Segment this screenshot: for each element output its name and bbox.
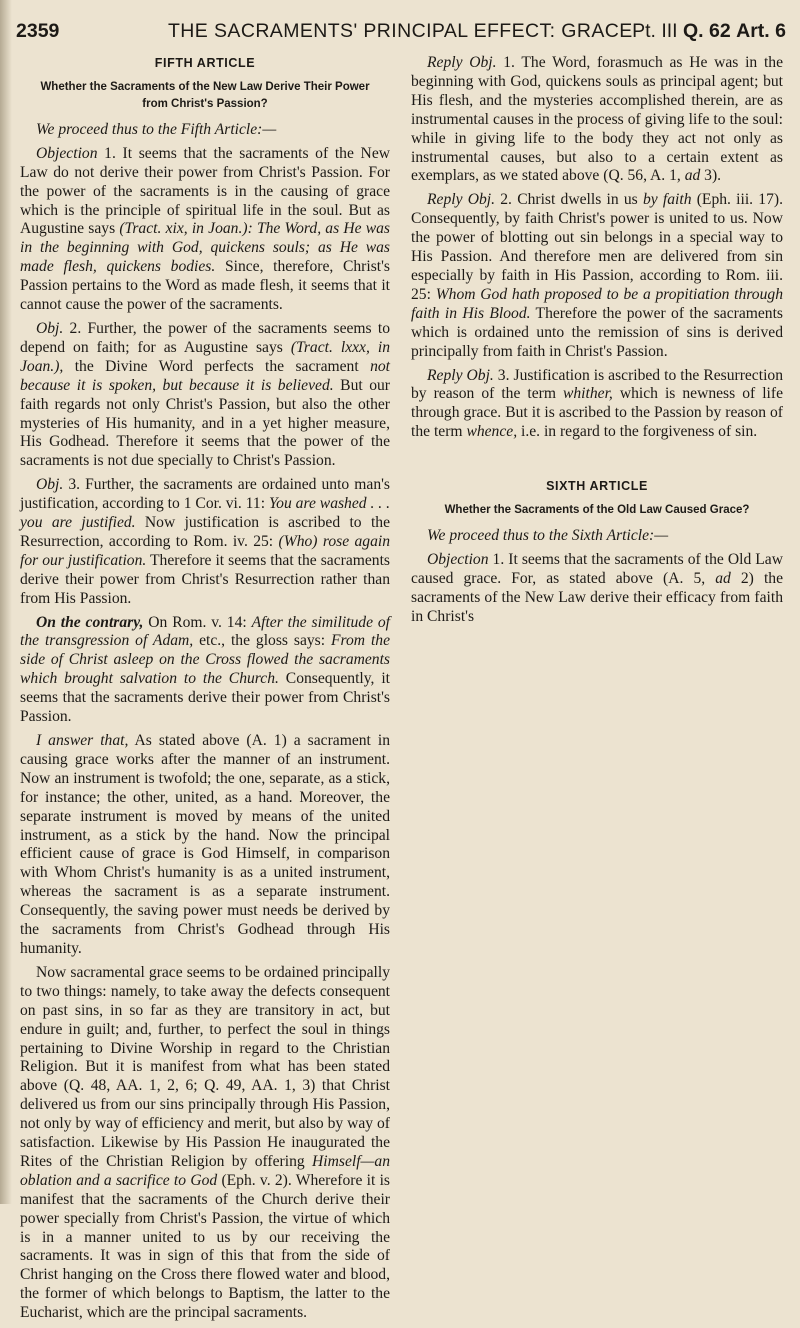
right-column	[411, 54, 783, 632]
header-title: THE SACRAMENTS' PRINCIPAL EFFECT: GRACE	[168, 20, 633, 42]
header-reference	[632, 20, 786, 43]
reply-objection-2: Reply Obj. 2. Christ dwells in us by faith (Eph. iii. 17). Consequently, by faith Christ's power is united to us. Now the power of blotting out sin belongs in a special way to His Passion. And therefore men are delivered from sin especially by faith in His Passion, according to Rom. iii. 25: Whom God hath proposed to be a propitiation through faith in His Blood. Therefore the power of the sacraments which is ordained unto the remission of sins is derived principally from faith in Christ's Passion.	[411, 191, 783, 360]
page-number: 2359	[16, 20, 60, 42]
sixth-article-question: Whether the Sacraments of the Old Law Caused Grace?	[444, 504, 750, 517]
part-label: Pt. III	[632, 20, 678, 42]
on-the-contrary: On the contrary, On Rom. v. 14: After the similitude of the transgression of Adam, etc., the gloss says: From the side of Christ asleep on the Cross flowed the sacraments which brought salvation to the Church. Consequently, it seems that the sacraments derive their power from Christ's Passion.	[20, 613, 391, 726]
sixth-article-heading: SIXTH ARTICLE	[546, 479, 648, 494]
fifth-article-intro: We proceed thus to the Fifth Article:—	[36, 120, 277, 138]
left-column	[20, 54, 390, 1328]
reply-objection-1: Reply Obj. 1. The Word, forasmuch as He was in the beginning with God, quickens souls as principal agent; but His flesh, and the mysteries accomplished therein, are as instrumental causes in the process of giving life to the soul: while in giving life to the body they act not only as instrumental causes, but also to a certain extent as exemplars, as we stated above (Q. 56, A. 1, ad 3).	[411, 54, 783, 185]
question-label: Q. 62	[683, 20, 731, 42]
page-spine-shadow	[0, 0, 12, 1204]
i-answer-that: I answer that, As stated above (A. 1) a sacrament in causing grace works after the manner of an instrument. Now an instrument is twofold; the one, separate, as a stick, for instance; the other, united, as a hand. Moreover, the separate instrument is moved by means of the united instrument, as a stick by the hand. Now the principal efficient cause of grace is God Himself, in comparison with Whom Christ's humanity is as a united instrument, whereas the sacrament is as a separate instrument. Consequently, the saving power must needs be derived by the sacraments from Christ's Godhead through His humanity.	[20, 732, 390, 957]
reply-objection-3: Reply Obj. 3. Justification is ascribed to the Resurrection by reason of the term whither, which is newness of life through grace. But it is ascribed to the Passion by reason of the term whence, i.e. in regard to the forgiveness of sin.	[411, 366, 783, 441]
section-gap	[411, 447, 783, 477]
objection-1: Objection 1. It seems that the sacraments of the New Law do not derive their power from Christ's Passion. For the power of the sacraments is in the causing of grace which is the principle of spiritual life in the soul. But as Augustine says (Tract. xix, in Joan.): The Word, as He was in the beginning with God, quickens souls; as He was made flesh, quickens bodies. Since, therefore, Christ's Passion pertains to the Word as made flesh, it seems that it cannot cause the power of the sacraments.	[20, 144, 390, 314]
sixth-objection-1: Objection 1. It seems that the sacraments of the Old Law caused grace. For, as stated above (A. 5, ad 2) the sacraments of the New Law derive their efficacy from faith in Christ's	[411, 550, 783, 625]
objection-3: Obj. 3. Further, the sacraments are ordained unto man's justification, according to 1 Cor. vi. 11: You are washed . . . you are justified. Now justification is ascribed to the Resurrection, according to Rom. iv. 25: (Who) rose again for our justification. Therefore it seems that the sacraments derive their power from Christ's Resurrection rather than from His Passion.	[20, 476, 390, 607]
fifth-article-question: Whether the Sacraments of the New Law Derive Their Power from Christ's Passion?	[40, 80, 370, 110]
running-header	[16, 20, 786, 48]
answer-continuation: Now sacramental grace seems to be ordained principally to two things: namely, to take away the defects consequent on past sins, in so far as they are transitory in act, but endure in guilt; and, further, to perfect the soul in things pertaining to Divine Worship in regard to the Christian Religion. But it is manifest from what has been stated above (Q. 48, AA. 1, 2, 6; Q. 49, AA. 1, 3) that Christ delivered us from our sins principally through His Passion, not only by way of efficiency and merit, but also by way of satisfaction. Likewise by His Passion He inaugurated the Rites of the Christian Religion by offering Himself—an oblation and a sacrifice to God (Eph. v. 2). Wherefore it is manifest that the sacraments of the Church derive their power specially from Christ's Passion, the virtue of which is in a manner united to us by our receiving the sacraments. It was in sign of this that from the side of Christ hanging on the Cross there flowed water and blood, the former of which belongs to Baptism, the latter to the Eucharist, which are the principal sacraments.	[20, 963, 390, 1322]
article-label: Art. 6	[736, 20, 786, 42]
sixth-article-intro: We proceed thus to the Sixth Article:—	[427, 527, 669, 545]
objection-2: Obj. 2. Further, the power of the sacraments seems to depend on faith; for as Augustine says (Tract. lxxx, in Joan.), the Divine Word perfects the sacrament not because it is spoken, but because it is believed. But our faith regards not only Christ's Passion, but also the other mysteries of His humanity, and in a yet higher measure, His Godhead. Therefore it seems that the power of the sacraments is not due specially to Christ's Passion.	[20, 319, 390, 470]
fifth-article-heading: FIFTH ARTICLE	[154, 56, 256, 70]
